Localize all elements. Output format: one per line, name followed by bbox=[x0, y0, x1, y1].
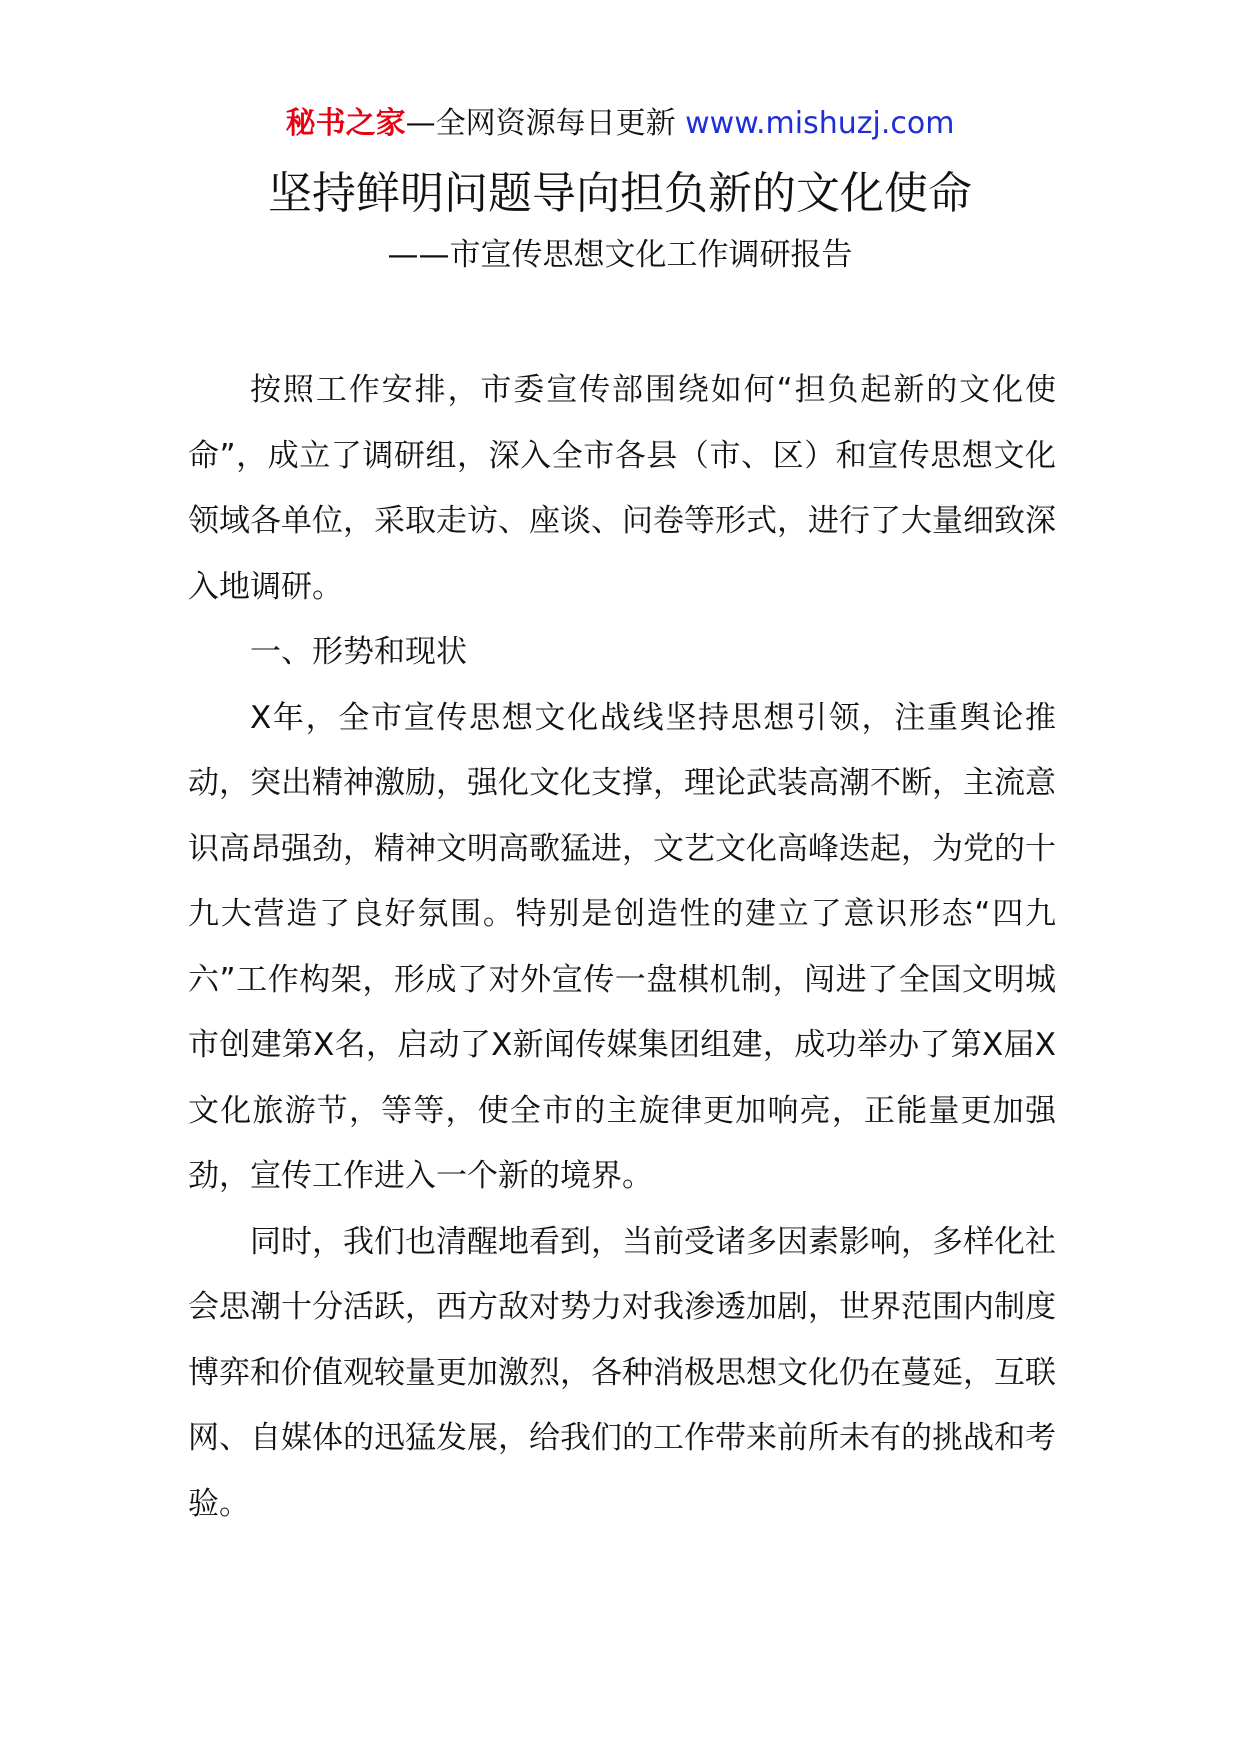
document-subtitle: ——市宣传思想文化工作调研报告 bbox=[387, 237, 853, 273]
site-url-link[interactable]: www.mishuzj.com bbox=[685, 106, 955, 141]
brand-name: 秘书之家 bbox=[285, 106, 406, 141]
banner-tagline: —全网资源每日更新 bbox=[405, 106, 686, 141]
header-banner bbox=[0, 104, 1240, 144]
paragraph-intro: 按照工作安排，市委宣传部围绕如何“担负起新的文化使命”，成立了调研组，深入全市各县（市、区）和宣传思想文化领域各单位，采取走访、座谈、问卷等形式，进行了大量细致深入地调研。 bbox=[188, 372, 1056, 605]
document-body bbox=[188, 358, 1056, 1537]
section-heading: 一、形势和现状 bbox=[250, 634, 467, 670]
paragraph-situation: X年，全市宣传思想文化战线坚持思想引领，注重舆论推动，突出精神激励，强化文化支撑，理论武装高潮不断，主流意识高昂强劲，精神文明高歌猛进，文艺文化高峰迭起，为党的十九大营造了良好氛围。特别是创造性的建立了意识形态“四九六”工作构架，形成了对外宣传一盘棋机制，闯进了全国文明城市创建第X名，启动了X新闻传媒集团组建，成功举办了第X届X文化旅游节，等等，使全市的主旋律更加响亮，正能量更加强劲，宣传工作进入一个新的境界。 bbox=[188, 699, 1056, 1194]
paragraph-challenges: 同时，我们也清醒地看到，当前受诸多因素影响，多样化社会思潮十分活跃，西方敌对势力对我渗透加剧，世界范围内制度博弈和价值观较量更加激烈，各种消极思想文化仍在蔓延，互联网、自媒体的迅猛发展，给我们的工作带来前所未有的挑战和考验。 bbox=[188, 1223, 1056, 1522]
document-title: 坚持鲜明问题导向担负新的文化使命 bbox=[268, 168, 972, 219]
